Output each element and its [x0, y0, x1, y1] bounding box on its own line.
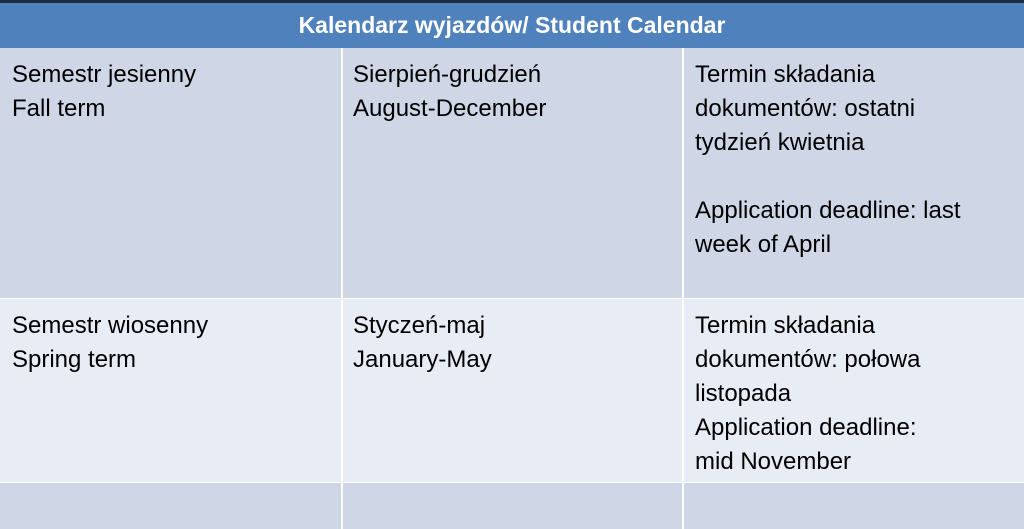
period-english: January-May	[353, 346, 492, 373]
period-polish: Styczeń-maj	[353, 312, 486, 339]
deadline-line: Application deadline: last	[695, 197, 961, 224]
period-polish: Sierpień-grudzień	[353, 61, 542, 88]
table-title: Kalendarz wyjazdów/ Student Calendar	[0, 0, 1024, 48]
period-cell	[343, 48, 682, 298]
column-divider	[341, 48, 343, 529]
table-row-spring	[0, 299, 1024, 482]
row-divider	[0, 298, 1024, 299]
deadline-line: mid November	[695, 448, 852, 475]
period-cell	[343, 299, 682, 482]
term-polish: Semestr jesienny	[12, 61, 197, 88]
term-cell	[0, 48, 341, 298]
deadline-line: Termin składania	[695, 61, 876, 88]
deadline-cell	[684, 299, 1024, 482]
period-english: August-December	[353, 95, 547, 122]
deadline-line: tydzień kwietnia	[695, 129, 865, 156]
deadline-line: Termin składania	[695, 312, 876, 339]
table-row-empty	[0, 483, 1024, 529]
deadline-line: dokumentów: połowa	[695, 346, 921, 373]
paragraph-gap	[695, 160, 1014, 194]
deadline-cell	[684, 48, 1024, 298]
row-divider	[0, 482, 1024, 483]
table-row-fall	[0, 48, 1024, 298]
deadline-line: dokumentów: ostatni	[695, 95, 916, 122]
term-cell	[0, 299, 341, 482]
deadline-line: listopada	[695, 380, 792, 407]
deadline-line: week of April	[695, 231, 832, 258]
column-divider	[682, 48, 684, 529]
term-polish: Semestr wiosenny	[12, 312, 209, 339]
deadline-line: Application deadline:	[695, 414, 917, 441]
term-english: Spring term	[12, 346, 137, 373]
term-english: Fall term	[12, 95, 106, 122]
